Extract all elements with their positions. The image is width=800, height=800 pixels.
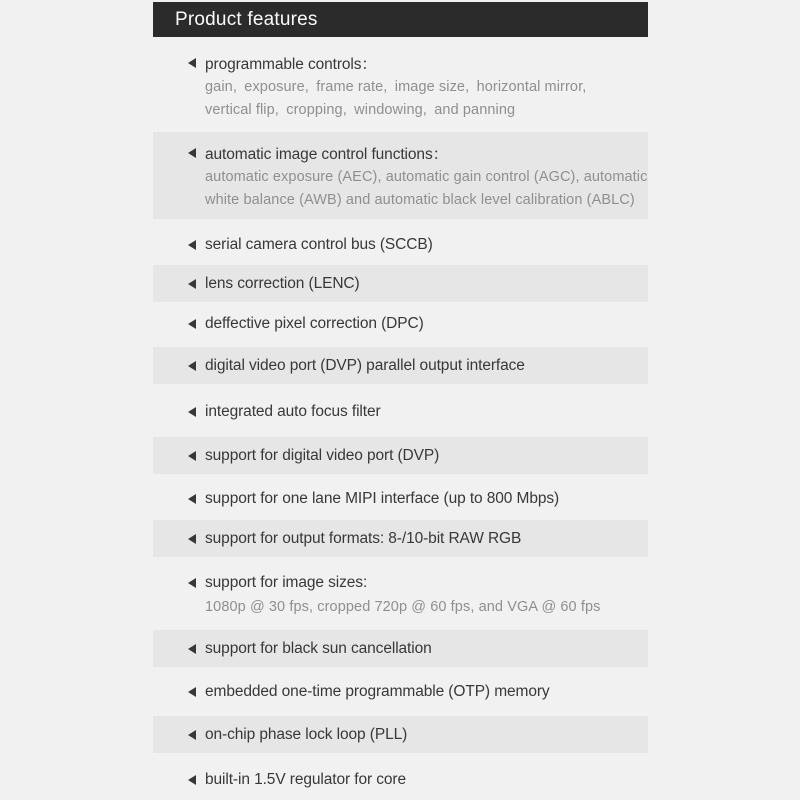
feature-subline: vertical flip, cropping, windowing, and panning [205,102,516,118]
feature-subline: 1080p @ 30 fps, cropped 720p @ 60 fps, and VGA @ 60 fps [205,599,601,615]
feature-label: support for image sizes: [205,574,368,591]
triangle-bullet-icon [188,240,196,250]
triangle-bullet-icon [188,775,196,785]
feature-head [153,570,648,596]
feature-row-sccb [153,226,648,263]
triangle-bullet-icon [188,148,196,158]
feature-row-pll [153,716,648,753]
feature-row-regulator [153,761,648,798]
feature-subline: white balance (AWB) and automatic black level calibration (ABLC) [205,192,635,208]
feature-row-output-formats [153,520,648,557]
section-header [153,2,648,37]
feature-label: integrated auto focus filter [205,402,381,420]
feature-block-automatic-image-control [153,132,648,219]
triangle-bullet-icon [188,279,196,289]
feature-head [153,50,648,76]
triangle-bullet-icon [188,730,196,740]
feature-label: on-chip phase lock loop (PLL) [205,725,408,743]
page-title: Product features [175,8,318,30]
feature-label: embedded one-time programmable (OTP) memory [205,682,550,700]
feature-row-support-dvp [153,437,648,474]
feature-label: support for one lane MIPI interface (up to 800 Mbps) [205,489,560,507]
feature-block-image-sizes [153,564,648,619]
feature-subline: gain, exposure, frame rate, image size, horizontal mirror, [205,79,587,95]
triangle-bullet-icon [188,58,196,68]
feature-row-black-sun [153,630,648,667]
feature-label: automatic image control functions： [205,146,448,163]
feature-row-mipi [153,480,648,517]
feature-row-otp-memory [153,673,648,710]
triangle-bullet-icon [188,534,196,544]
feature-label: digital video port (DVP) parallel output interface [205,356,525,374]
feature-block-programmable-controls [153,50,648,122]
feature-label: programmable controls： [205,56,377,73]
feature-label: built-in 1.5V regulator for core [205,770,406,788]
triangle-bullet-icon [188,361,196,371]
triangle-bullet-icon [188,644,196,654]
triangle-bullet-icon [188,319,196,329]
feature-head [153,140,648,166]
feature-label: serial camera control bus (SCCB) [205,235,433,253]
feature-subline: automatic exposure (AEC), automatic gain control (AGC), automatic [205,169,648,185]
feature-row-lens-correction [153,265,648,302]
feature-row-dpc [153,305,648,342]
feature-label: lens correction (LENC) [205,274,360,292]
triangle-bullet-icon [188,451,196,461]
feature-label: support for output formats: 8-/10-bit RAW RGB [205,529,522,547]
triangle-bullet-icon [188,687,196,697]
triangle-bullet-icon [188,578,196,588]
feature-label: support for black sun cancellation [205,639,432,657]
triangle-bullet-icon [188,407,196,417]
feature-label: deffective pixel correction (DPC) [205,314,424,332]
feature-label: support for digital video port (DVP) [205,446,440,464]
feature-row-auto-focus [153,393,648,430]
feature-row-dvp-parallel [153,347,648,384]
triangle-bullet-icon [188,494,196,504]
